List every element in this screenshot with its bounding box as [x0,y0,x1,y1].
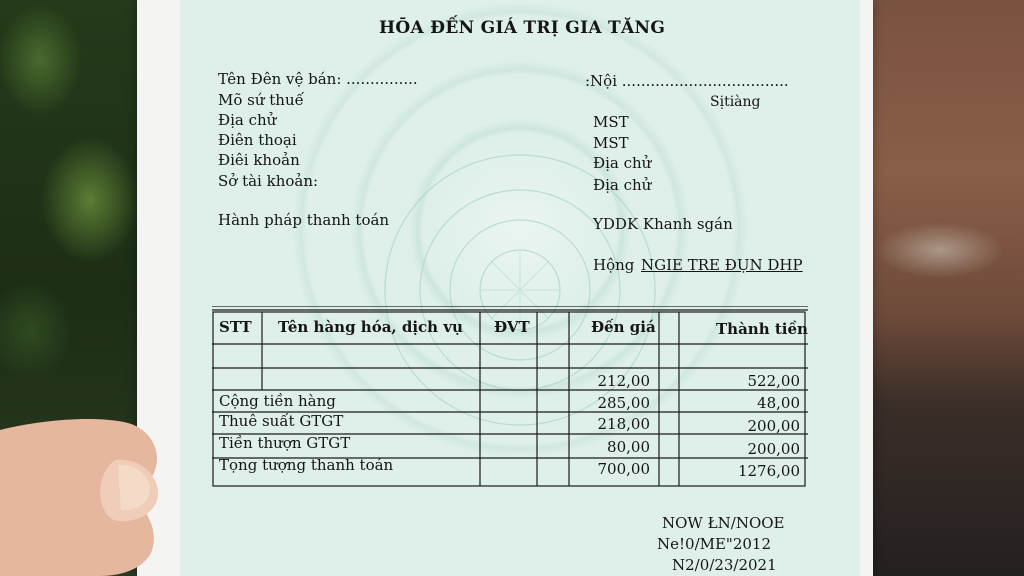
table-cell-amount: 522,00 [747,372,800,390]
holding-thumb [0,415,200,576]
table-header-unit: ĐVT [494,318,530,336]
contract-label: Hộng [593,256,635,274]
address-field-1: Địa chử [593,154,652,172]
tax-code-label: Mõ sứ thuế [218,91,304,109]
mst-field-2: MST [593,134,629,152]
subtotal-label: Cộng tiền hàng [219,392,336,410]
subtotal-unit-price: 285,00 [597,394,650,412]
ydk-field: YDDK Khanh sgán [593,215,733,233]
table-header-unit-price: Đến giá [591,318,656,336]
footer-line-3: N2/0/23/2021 [672,556,777,574]
serial-field: Sịtiàng [710,94,761,110]
grand-total-amount: 1276,00 [737,462,800,480]
vat-rate-unit-price: 218,00 [597,415,650,433]
invoice-title: HŌA ĐẾN GIÁ TRỊ GIA TĂNG [379,18,666,38]
address-field-2: Địa chử [593,176,652,194]
vat-rate-amount: 200,00 [747,417,800,435]
table-header-amount: Thành tiền [716,320,808,338]
grand-total-unit-price: 700,00 [597,460,650,478]
background-wall [860,0,1024,576]
address-label: Địa chử [218,111,277,129]
payment-method-label: Hành pháp thanh toán [218,211,390,229]
table-header-goods: Tên hàng hóa, dịch vụ [278,318,463,336]
grand-total-label: Tọng tượng thanh toán [219,456,394,474]
vat-amount-label: Tiền thượn GTGT [219,434,351,452]
contract-value: NGIE TRE ĐỤN DHP [641,256,803,274]
place-field: :Nội ................................... [585,72,789,90]
table-header-stt: STT [219,318,252,336]
table-cell-unit-price: 212,00 [597,372,650,390]
vat-amount-unit-price: 80,00 [607,438,650,456]
terms-label: Điêi khoản [218,151,300,169]
seller-name-label: Tên Đên vệ bán: ............... [218,70,418,88]
phone-label: Điên thoại [218,131,297,149]
footer-line-1: NOW ŁN/NOOE [662,514,785,532]
vat-rate-label: Thuê suất GTGT [219,412,344,430]
vat-amount-amount: 200,00 [747,440,800,458]
account-label: Sở tài khoản: [218,172,319,190]
mst-field-1: MST [593,113,629,131]
subtotal-amount: 48,00 [757,394,800,412]
footer-line-2: Ne!0/ME"2012 [657,535,772,553]
